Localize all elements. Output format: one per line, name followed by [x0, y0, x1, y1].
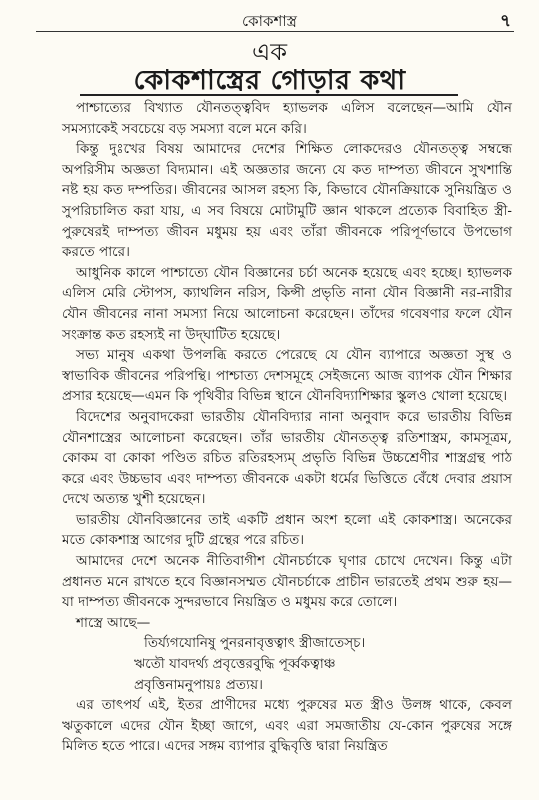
page-number: ৭ — [499, 11, 511, 31]
chapter-title: কোকশাস্ত্রের গোড়ার কথা — [133, 65, 406, 96]
verse-line: ঋতৌ যাবদর্থ্য প্রবৃত্তেরবুদ্ধি পূর্ব্বকত্বাঞ্চ — [134, 656, 336, 673]
paragraph: পাশ্চাত্যের বিখ্যাত যৌনতত্ত্ববিদ হ্যাভলক এলিস বলেছেন—আমি যৌন সমস্যাকেই সবচেয়ে বড় সমস্যা বলে মনে করি। — [62, 100, 512, 137]
running-title: কোকশাস্ত্র — [242, 12, 297, 30]
verse-line: প্রবৃত্তিনামনুপায়ঃ প্রত্যয়। — [134, 676, 263, 693]
paragraph: সভ্য মানুষ একথা উপলব্ধি করতে পেরেছে যে যৌন ব্যাপারে অজ্ঞতা সুস্থ ও স্বাভাবিক জীবনের পরিপন্থি। পাশ্চাত্য দেশসমূহে সেইজন্যে আজ ব্যাপক যৌন শিক্ষার প্রসার হয়েছে—এমন কি পৃথিবীর বিভিন্ন স্থানে যৌনবিদ্যাশিক্ষার স্কুলও খোলা হয়েছে। — [62, 347, 512, 405]
verse-intro: শাস্ত্রে আছে— — [76, 614, 151, 631]
paragraph: কিন্তু দুঃখের বিষয় আমাদের দেশের শিক্ষিত লোকদেরও যৌনতত্ত্ব সম্বন্ধে অপরিসীম অজ্ঞতা বিদ্যমান। এই অজ্ঞতার জন্যে যে কত দাম্পত্য জীবনে সুখশান্তি নষ্ট হয় কত দম্পতির। জীবনের আসল রহস্য কি, কিভাবে যৌনক্রিয়াকে সুনিয়ন্ত্রিত ও সুপরিচালিত করা যায়, এ সব বিষয়ে মোটামুটি জ্ঞান থাকলে প্রত্যেক বিবাহিত স্ত্রী-পুরুষেরই দাম্পত্য জীবন মধুময় হয় এবং তাঁরা জীবনকে পরিপূর্ণভাবে উপভোগ করতে পারে। — [62, 141, 512, 261]
page-body — [62, 98, 512, 757]
paragraph: ভারতীয় যৌনবিজ্ঞানের তাই একটি প্রধান অংশ হলো এই কোকশাস্ত্র। অনেকের মতে কোকশাস্ত্র আগের দুটি গ্রন্থের পরে রচিত। — [62, 511, 512, 549]
verse-line: তির্য্যগযোনিষু পুনরনাবৃত্তত্বাৎ স্ত্রীজাতেস্চ। — [144, 635, 366, 652]
page-header — [0, 6, 539, 32]
header-rule — [36, 31, 514, 32]
paragraph: আমাদের দেশে অনেক নীতিবাগীশ যৌনচর্চাকে ঘৃণার চোখে দেখেন। কিন্তু এটা প্রধানত মনে রাখতে হবে বিজ্ঞানসম্মত যৌনচর্চাকে প্রাচীন ভারতেই প্রথম শুরু হয়—যা দাম্পত্য জীবনকে সুন্দরভাবে নিয়ন্ত্রিত ও মধুময় করে তোলে। — [62, 553, 512, 611]
chapter-title-underline — [80, 94, 458, 96]
paragraph: আধুনিক কালে পাশ্চাত্যে যৌন বিজ্ঞানের চর্চা অনেক হয়েছে এবং হচ্ছে। হ্যাভলক এলিস মেরি স্টোপস, ক্যাথলিন নরিস, কিন্সী প্রভৃতি নানা যৌন বিজ্ঞানী নর-নারীর যৌন জীবনের নানা সমস্যা নিয়ে আলোচনা করেছেন। তাঁদের গবেষণার ফলে যৌন সংক্রান্ত কত রহস্যই না উদ্‌ঘাটিত হয়েছে। — [62, 264, 512, 343]
paragraph: এর তাৎপর্য এই, ইতর প্রাণীদের মধ্যে পুরুষের মত স্ত্রীও উলঙ্গ থাকে, কেবল ঋতুকালে এদের যৌন ইচ্ছা জাগে, এবং এরা সমজাতীয় যে-কোন পুরুষের সঙ্গে মিলিত হতে পারে। এদের সঙ্গম ব্যাপার বুদ্ধিবৃত্তি দ্বারা নিয়ন্ত্রিত — [62, 697, 512, 755]
sanskrit-verse — [62, 613, 512, 695]
chapter-number: এক — [251, 38, 288, 66]
paragraph: বিদেশের অনুবাদকেরা ভারতীয় যৌনবিদ্যার নানা অনুবাদ করে ভারতীয় বিভিন্ন যৌনশাস্ত্রের আলোচনা করেছেন। তাঁর ভারতীয় যৌনতত্ত্ব রতিশাস্ত্রম, কামসূত্রম, কোকম বা কোকা পণ্ডিত রচিত রতিরহস্যম্ প্রভৃতি বিভিন্ন উচ্চশ্রেণীর শাস্ত্রগ্রন্থ পাঠ করে এবং উচ্চভাব এবং দাম্পত্য জীবনকে একটা ধর্মের ভিত্তিতে বেঁধে দেবার প্রয়াস দেখে অত্যন্ত খুশী হয়েছেন। — [62, 408, 512, 508]
